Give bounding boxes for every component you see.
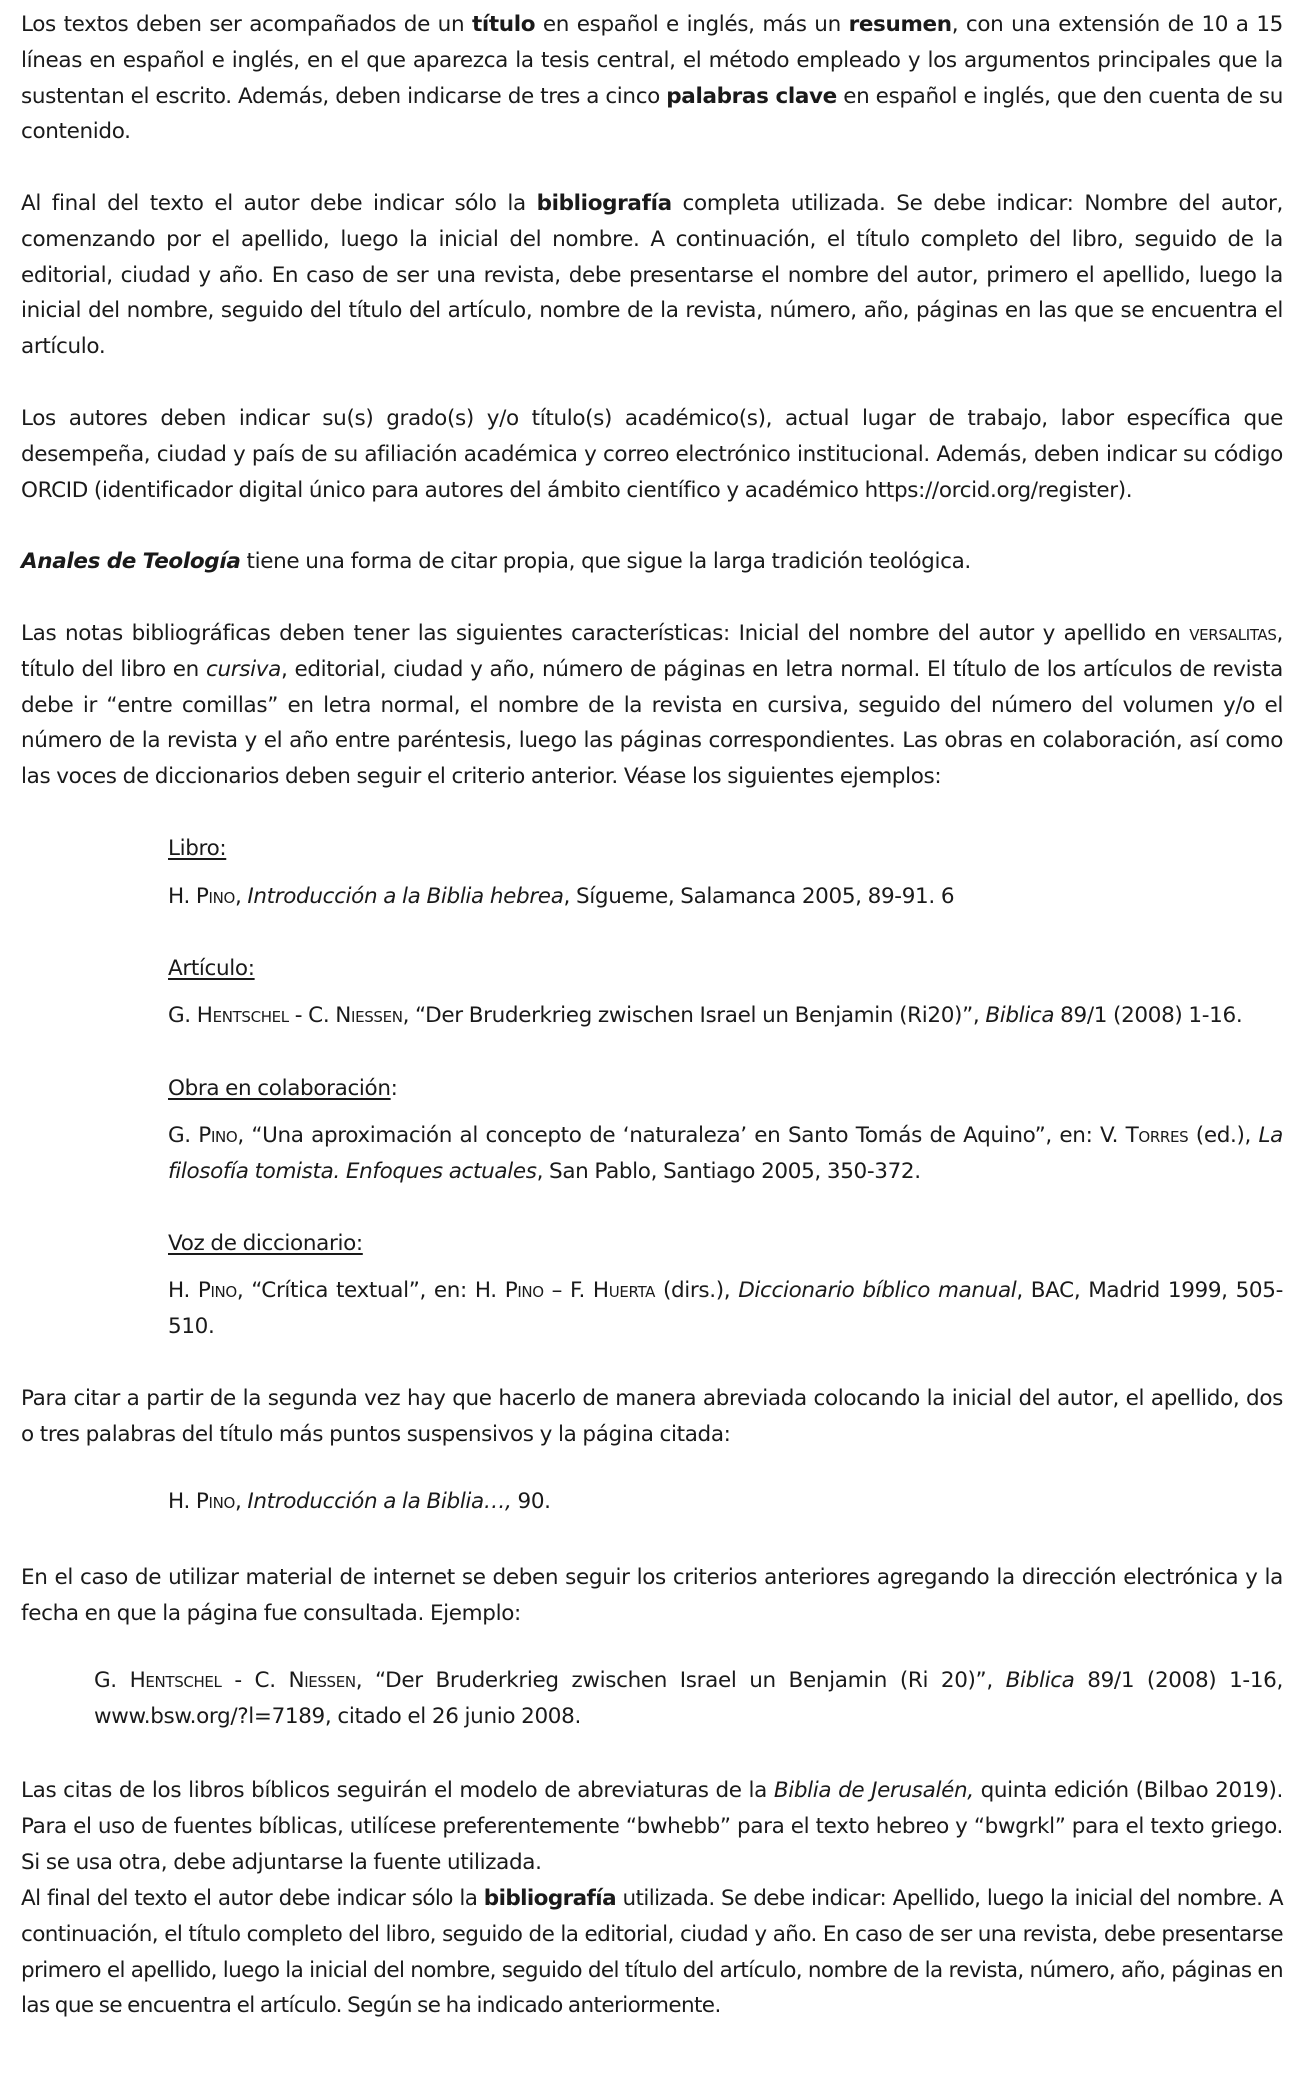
notes-paragraph: Las notas bibliográficas deben tener las siguientes características: Inicial del nombre del autor y apellido en versalitas, título del libro en cursiva, editorial, ciudad y año, número de páginas en letra normal. El título de los artículos de revista debe ir “entre comillas” en letra normal, el nombre de la revista en cursiva, seguido del número del volumen y/o el número de la revista y el año entre paréntesis, luego las páginas correspondientes. Las obras en colaboración, así como las voces de diccionarios deben seguir el criterio anterior. Véase los siguientes ejemplos:: [21, 621, 1283, 790]
bibliography-paragraph: Al final del texto el autor debe indicar sólo la bibliografía completa utilizada. Se debe indicar: Nombre del autor, comenzando por el apellido, luego la inicial del nombre. A continuación, el título completo del libro, seguido de la editorial, ciudad y año. En caso de ser una revista, debe presentarse el nombre del autor, primero el apellido, luego la inicial del nombre, seguido del título del artículo, nombre de la revista, número, año, páginas en las que se encuentra el artículo.: [21, 191, 1283, 360]
anales-paragraph: Anales de Teología tiene una forma de citar propia, que sigue la larga tradición teológica.: [21, 549, 971, 574]
biblical-citations-paragraph: Las citas de los libros bíblicos seguirán el modelo de abreviaturas de la Biblia de Jerusalén, quinta edición (Bilbao 2019). Para el uso de fuentes bíblicas, utilícese preferentemente “bwhebb” para el texto hebreo y “bwgrkl” para el texto griego. Si se usa otra, debe adjuntarse la fuente utilizada.: [21, 1778, 1283, 1875]
example-obra: G. Pino, “Una aproximación al concepto de ‘naturaleza’ en Santo Tomás de Aquino”, en: V. Torres (ed.), La filosofía tomista. Enfoques actuales, San Pablo, Santiago 2005, 350-372.: [168, 1123, 1283, 1184]
example-articulo: G. Hentschel - C. Niessen, “Der Bruderkrieg zwischen Israel un Benjamin (Ri20)”, Biblica 89/1 (2008) 1-16.: [168, 1003, 1243, 1028]
intro-paragraph: Los textos deben ser acompañados de un título en español e inglés, más un resumen, con una extensión de 10 a 15 líneas en español e inglés, en el que aparezca la tesis central, el método empleado y los argumentos principales que la sustentan el escrito. Además, deben indicarse de tres a cinco palabras clave en español e inglés, que den cuenta de su contenido.: [21, 12, 1283, 145]
second-citation-paragraph: Para citar a partir de la segunda vez hay que hacerlo de manera abreviada colocando la inicial del autor, el apellido, dos o tres palabras del título más puntos suspensivos y la página citada:: [21, 1386, 1283, 1447]
internet-paragraph: En el caso de utilizar material de internet se deben seguir los criterios anteriores agregando la dirección electrónica y la fecha en que la página fue consultada. Ejemplo:: [21, 1565, 1283, 1626]
example-libro: H. Pino, Introducción a la Biblia hebrea, Sígueme, Salamanca 2005, 89-91. 6: [168, 884, 955, 909]
bibliography-final-paragraph: Al final del texto el autor debe indicar sólo la bibliografía utilizada. Se debe indicar: Apellido, luego la inicial del nombre. A continuación, el título completo del libro, seguido de la editorial, ciudad y año. En caso de ser una revista, debe presentarse primero el apellido, luego la inicial del nombre, seguido del título del artículo, nombre de la revista, número, año, páginas en las que se encuentra el artículo. Según se ha indicado anteriormente.: [21, 1886, 1283, 2019]
example-abbreviated: H. Pino, Introducción a la Biblia…, 90.: [168, 1489, 551, 1514]
authors-paragraph: Los autores deben indicar su(s) grado(s) y/o título(s) académico(s), actual lugar de trabajo, labor específica que desempeña, ciudad y país de su afiliación académica y correo electrónico institucional. Además, deben indicar su código ORCID (identificador digital único para autores del ámbito científico y académico https://orcid.org/register).: [21, 406, 1283, 503]
example-voz: H. Pino, “Crítica textual”, en: H. Pino – F. Huerta (dirs.), Diccionario bíblico manual, BAC, Madrid 1999, 505-510.: [168, 1278, 1283, 1339]
example-label-articulo: Artículo:: [168, 956, 255, 981]
example-label-libro: Libro:: [168, 836, 227, 861]
example-label-voz: Voz de diccionario:: [168, 1231, 363, 1256]
example-internet: G. Hentschel - C. Niessen, “Der Bruderkrieg zwischen Israel un Benjamin (Ri 20)”, Biblica 89/1 (2008) 1-16, www.bsw.org/?l=7189, citado el 26 junio 2008.: [94, 1668, 1283, 1729]
example-label-obra: Obra en colaboración:: [168, 1076, 398, 1101]
